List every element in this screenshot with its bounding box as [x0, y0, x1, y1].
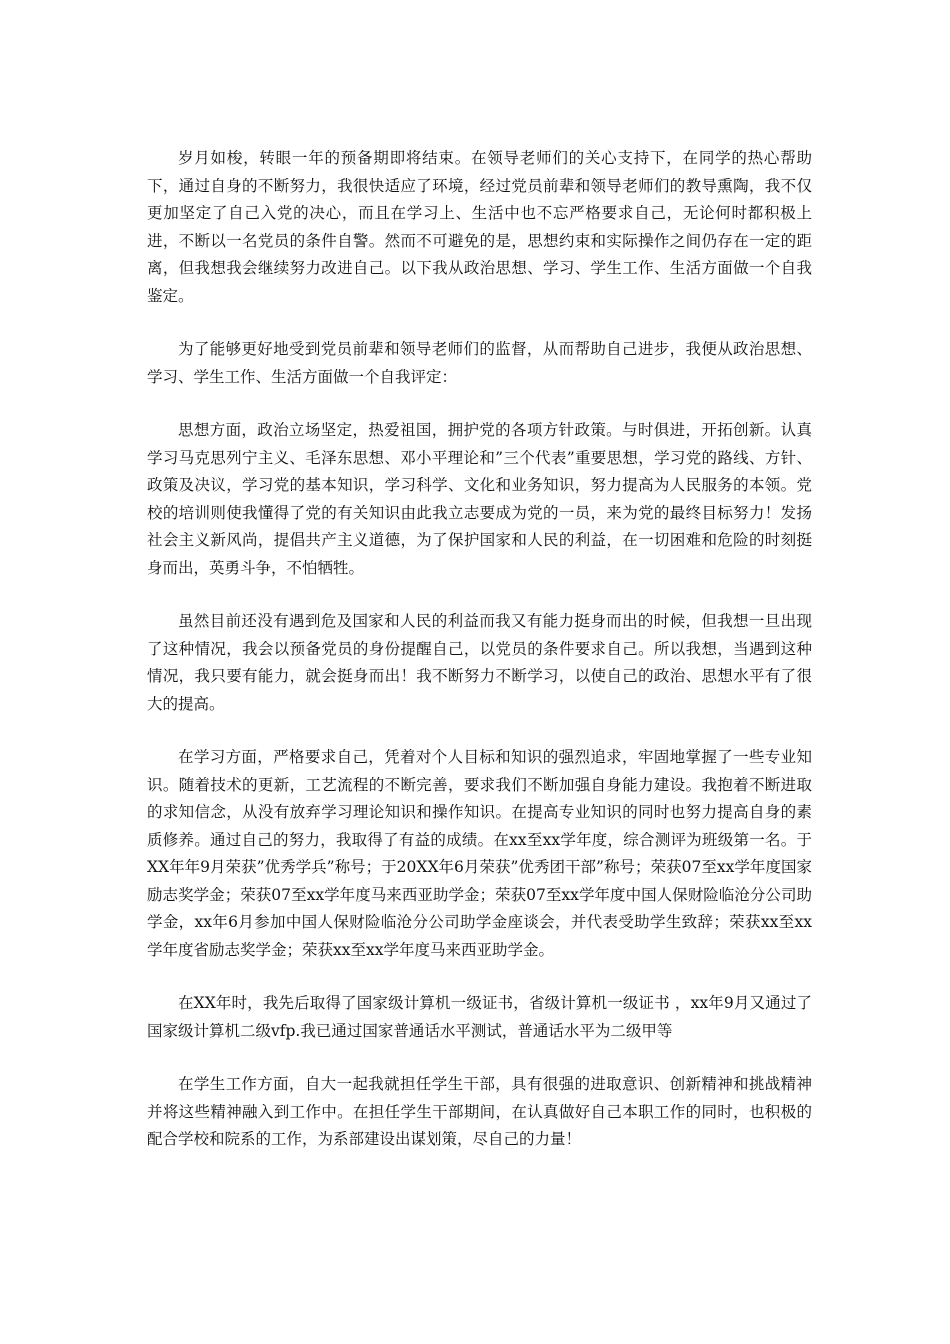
paragraph-commitment: 虽然目前还没有遇到危及国家和人民的利益而我又有能力挺身而出的时候，但我想一旦出现了这种情况，我会以预备党员的身份提醒自己，以党员的条件要求自己。所以我想，当遇到这种情况，我只要有能力，就会挺身而出！我不断努力不断学习，以使自己的政治、思想水平有了很大的提高。: [147, 612, 812, 713]
paragraph-certificates: 在XX年时，我先后取得了国家级计算机一级证书，省级计算机一级证书 ，xx年9月又通过了国家级计算机二级vfp.我已通过国家普通话水平测试，普通话水平为二级甲等: [147, 994, 812, 1040]
paragraph-political-thought: 思想方面，政治立场坚定，热爱祖国，拥护党的各项方针政策。与时俱进，开拓创新。认真学习马克思列宁主义、毛泽东思想、邓小平理论和”三个代表”重要思想，学习党的路线、方针、政策及决议，学习党的基本知识，学习科学、文化和业务知识，努力提高为人民服务的本领。党校的培训则使我懂得了党的有关知识由此我立志要成为党的一员，来为党的最终目标努力！发扬社会主义新风尚，提倡共产主义道德，为了保护国家和人民的利益，在一切困难和危险的时刻挺身而出，英勇斗争，不怕牺牲。: [147, 421, 812, 577]
paragraph-review-intro: 岁月如梭，转眼一年的预备期即将结束。在领导老师们的关心支持下，在同学的热心帮助下，通过自身的不断努力，我很快适应了环境，经过党员前辈和领导老师们的教导熏陶，我不仅更加坚定了自己入党的决心，而且在学习上、生活中也不忘严格要求自己，无论何时都积极上进，不断以一名党员的条件自警。然而不可避免的是，思想约束和实际操作之间仍存在一定的距离，但我想我会继续努力改进自己。以下我从政治思想、学习、学生工作、生活方面做一个自我鉴定。: [147, 149, 812, 305]
document-page: [147, 145, 812, 1154]
paragraph-study-achievements: 在学习方面，严格要求自己，凭着对个人目标和知识的强烈追求，牢固地掌握了一些专业知识。随着技术的更新，工艺流程的不断完善，要求我们不断加强自身能力建设。我抱着不断进取的求知信念，从没有放弃学习理论知识和操作知识。在提高专业知识的同时也努力提高自身的素质修养。通过自己的努力，我取得了有益的成绩。在xx至xx学年度，综合测评为班级第一名。于XX年年9月荣获”优秀学兵”称号；于20XX年6月荣获”优秀团干部”称号；荣获07至xx学年度国家励志奖学金；荣获07至xx学年度马来西亚助学金；荣获07至xx学年度中国人保财险临沧分公司助学金，xx年6月参加中国人保财险临沧分公司助学金座谈会，并代表受助学生致辞；荣获xx至xx学年度省励志奖学金；荣获xx至xx学年度马来西亚助学金。: [147, 748, 812, 959]
paragraph-student-work: 在学生工作方面，自大一起我就担任学生干部，具有很强的进取意识、创新精神和挑战精神并将这些精神融入到工作中。在担任学生干部期间，在认真做好自己本职工作的同时，也积极的配合学校和院系的工作，为系部建设出谋划策，尽自己的力量！: [147, 1075, 812, 1148]
paragraph-self-evaluation-lead: 为了能够更好地受到党员前辈和领导老师们的监督，从而帮助自己进步，我便从政治思想、学习、学生工作、生活方面做一个自我评定：: [147, 340, 812, 386]
